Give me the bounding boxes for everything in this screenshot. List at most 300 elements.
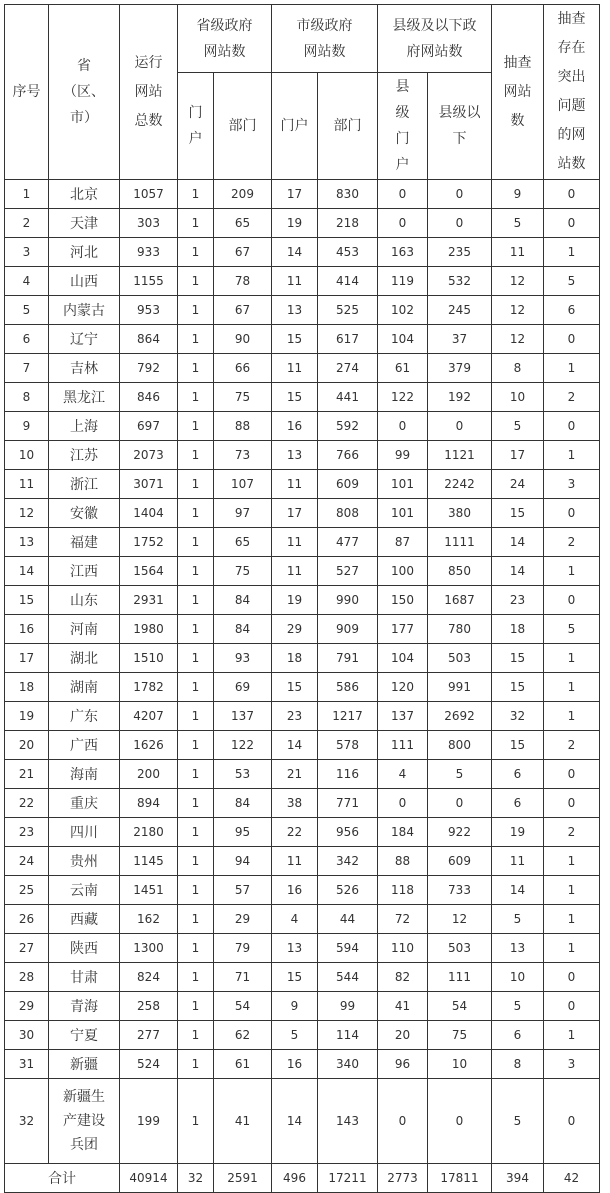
cell-sampled: 23 [492,586,544,615]
cell-city-portal: 16 [272,1050,318,1079]
cell-below-county: 780 [428,615,492,644]
cell-prov-portal: 1 [178,296,214,325]
cell-problem: 1 [544,847,600,876]
cell-problem: 0 [544,963,600,992]
cell-city-dept: 609 [318,470,378,499]
cell-county-portal: 150 [378,586,428,615]
cell-county-portal: 102 [378,296,428,325]
table-row [5,818,600,847]
cell-city-dept: 990 [318,586,378,615]
table-row [5,441,600,470]
cell-seq: 24 [5,847,49,876]
cell-province: 甘肃 [49,963,120,992]
cell-problem: 2 [544,818,600,847]
cell-sampled: 13 [492,934,544,963]
cell-city-dept: 830 [318,180,378,209]
cell-province: 青海 [49,992,120,1021]
table-row [5,760,600,789]
cell-below-county: 245 [428,296,492,325]
cell-province: 广西 [49,731,120,760]
cell-problem: 0 [544,209,600,238]
cell-seq: 28 [5,963,49,992]
header-problem [544,5,600,180]
cell-total: 199 [120,1079,178,1164]
cell-prov-dept: 94 [214,847,272,876]
cell-below-county: 0 [428,789,492,818]
table-row [5,905,600,934]
cell-total: 3071 [120,470,178,499]
cell-city-portal: 22 [272,818,318,847]
cell-province: 浙江 [49,470,120,499]
cell-city-portal: 38 [272,789,318,818]
cell-seq: 10 [5,441,49,470]
cell-sampled: 12 [492,325,544,354]
cell-county-portal: 163 [378,238,428,267]
cell-prov-portal: 1 [178,934,214,963]
cell-sampled: 14 [492,528,544,557]
cell-sampled: 24 [492,470,544,499]
cell-prov-dept: 61 [214,1050,272,1079]
cell-sampled: 15 [492,731,544,760]
cell-total: 846 [120,383,178,412]
cell-seq: 16 [5,615,49,644]
cell-city-portal: 18 [272,644,318,673]
cell-city-dept: 808 [318,499,378,528]
cell-below-county: 0 [428,209,492,238]
cell-seq: 2 [5,209,49,238]
cell-seq: 15 [5,586,49,615]
cell-problem: 2 [544,731,600,760]
totals-label: 合计 [5,1164,120,1193]
table-row [5,267,600,296]
cell-sampled: 15 [492,673,544,702]
cell-province: 重庆 [49,789,120,818]
cell-seq: 26 [5,905,49,934]
table-row [5,702,600,731]
table-row [5,673,600,702]
cell-province: 安徽 [49,499,120,528]
cell-prov-portal: 1 [178,499,214,528]
cell-total: 1057 [120,180,178,209]
cell-prov-dept: 75 [214,557,272,586]
cell-problem: 1 [544,876,600,905]
cell-below-county: 37 [428,325,492,354]
cell-total: 1782 [120,673,178,702]
cell-province: 新疆生产建设兵团 [49,1079,120,1164]
cell-prov-portal: 1 [178,180,214,209]
cell-seq: 30 [5,1021,49,1050]
cell-city-dept: 578 [318,731,378,760]
cell-county-portal: 88 [378,847,428,876]
cell-prov-dept: 57 [214,876,272,905]
cell-problem: 6 [544,296,600,325]
cell-below-county: 800 [428,731,492,760]
cell-problem: 0 [544,1079,600,1164]
cell-problem: 3 [544,1050,600,1079]
table-row [5,934,600,963]
table-row [5,731,600,760]
cell-province: 内蒙古 [49,296,120,325]
cell-seq: 6 [5,325,49,354]
cell-below-county: 380 [428,499,492,528]
cell-prov-dept: 67 [214,296,272,325]
cell-city-portal: 19 [272,586,318,615]
website-statistics-table [4,4,600,1193]
table-row [5,1050,600,1079]
cell-below-county: 379 [428,354,492,383]
cell-city-dept: 453 [318,238,378,267]
cell-city-dept: 274 [318,354,378,383]
cell-prov-dept: 84 [214,789,272,818]
totals-prov-portal: 32 [178,1164,214,1193]
cell-prov-portal: 1 [178,673,214,702]
cell-city-portal: 11 [272,847,318,876]
cell-problem: 2 [544,528,600,557]
cell-total: 864 [120,325,178,354]
cell-prov-portal: 1 [178,209,214,238]
cell-prov-dept: 69 [214,673,272,702]
header-city-gov [272,5,378,73]
cell-county-portal: 96 [378,1050,428,1079]
table-header [5,5,600,180]
cell-seq: 3 [5,238,49,267]
cell-sampled: 10 [492,383,544,412]
cell-prov-dept: 54 [214,992,272,1021]
table-body [5,180,600,1164]
table-row [5,180,600,209]
cell-below-county: 1111 [428,528,492,557]
cell-prov-portal: 1 [178,267,214,296]
cell-city-portal: 14 [272,238,318,267]
cell-total: 1451 [120,876,178,905]
cell-city-dept: 909 [318,615,378,644]
totals-total: 40914 [120,1164,178,1193]
cell-problem: 1 [544,644,600,673]
cell-city-portal: 17 [272,499,318,528]
cell-prov-dept: 107 [214,470,272,499]
cell-total: 1626 [120,731,178,760]
cell-prov-portal: 1 [178,528,214,557]
cell-sampled: 6 [492,760,544,789]
cell-city-portal: 16 [272,876,318,905]
cell-prov-dept: 88 [214,412,272,441]
cell-total: 1404 [120,499,178,528]
cell-city-portal: 11 [272,354,318,383]
cell-total: 2931 [120,586,178,615]
cell-province: 四川 [49,818,120,847]
cell-seq: 13 [5,528,49,557]
cell-below-county: 12 [428,905,492,934]
cell-sampled: 19 [492,818,544,847]
cell-total: 303 [120,209,178,238]
cell-province: 河南 [49,615,120,644]
totals-county-portal: 2773 [378,1164,428,1193]
cell-prov-portal: 1 [178,818,214,847]
cell-province: 陕西 [49,934,120,963]
cell-total: 162 [120,905,178,934]
table-row [5,383,600,412]
cell-province: 宁夏 [49,1021,120,1050]
cell-county-portal: 0 [378,180,428,209]
header-prov-portal [178,73,214,180]
cell-prov-portal: 1 [178,905,214,934]
cell-below-county: 10 [428,1050,492,1079]
cell-city-dept: 477 [318,528,378,557]
cell-sampled: 32 [492,702,544,731]
cell-city-dept: 44 [318,905,378,934]
cell-prov-dept: 29 [214,905,272,934]
totals-city-portal: 496 [272,1164,318,1193]
cell-province: 江西 [49,557,120,586]
cell-total: 697 [120,412,178,441]
cell-below-county: 922 [428,818,492,847]
cell-county-portal: 82 [378,963,428,992]
cell-problem: 1 [544,354,600,383]
cell-county-portal: 61 [378,354,428,383]
cell-sampled: 5 [492,412,544,441]
totals-city-dept: 17211 [318,1164,378,1193]
cell-prov-portal: 1 [178,557,214,586]
table-row [5,963,600,992]
cell-prov-portal: 1 [178,702,214,731]
table-row [5,412,600,441]
cell-sampled: 9 [492,180,544,209]
cell-below-county: 235 [428,238,492,267]
cell-prov-dept: 71 [214,963,272,992]
cell-province: 吉林 [49,354,120,383]
header-total [120,5,178,180]
cell-below-county: 75 [428,1021,492,1050]
cell-county-portal: 120 [378,673,428,702]
cell-below-county: 991 [428,673,492,702]
cell-total: 1510 [120,644,178,673]
cell-county-portal: 177 [378,615,428,644]
cell-city-dept: 143 [318,1079,378,1164]
cell-county-portal: 122 [378,383,428,412]
cell-total: 277 [120,1021,178,1050]
cell-prov-portal: 1 [178,383,214,412]
header-problem-label: 抽查存在突出问题的网站数 [557,11,586,172]
cell-city-portal: 13 [272,441,318,470]
cell-county-portal: 72 [378,905,428,934]
cell-city-dept: 592 [318,412,378,441]
cell-prov-portal: 1 [178,644,214,673]
cell-total: 4207 [120,702,178,731]
cell-county-portal: 111 [378,731,428,760]
cell-seq: 5 [5,296,49,325]
header-prov-gov-label: 省级政府网站数 [196,17,253,60]
cell-problem: 5 [544,615,600,644]
header-sampled-label: 抽查网站数 [503,54,532,129]
header-seq [5,5,49,180]
cell-problem: 5 [544,267,600,296]
cell-seq: 8 [5,383,49,412]
table-row [5,615,600,644]
cell-city-portal: 5 [272,1021,318,1050]
cell-city-dept: 956 [318,818,378,847]
cell-city-portal: 15 [272,963,318,992]
cell-city-portal: 15 [272,673,318,702]
table-row [5,586,600,615]
cell-prov-portal: 1 [178,992,214,1021]
cell-sampled: 5 [492,992,544,1021]
cell-county-portal: 137 [378,702,428,731]
cell-prov-dept: 62 [214,1021,272,1050]
cell-sampled: 15 [492,499,544,528]
cell-province: 天津 [49,209,120,238]
header-sampled [492,5,544,180]
cell-prov-portal: 1 [178,847,214,876]
cell-total: 1145 [120,847,178,876]
table-row [5,992,600,1021]
cell-city-portal: 16 [272,412,318,441]
header-county-portal [378,73,428,180]
cell-prov-dept: 41 [214,1079,272,1164]
cell-city-dept: 526 [318,876,378,905]
cell-sampled: 17 [492,441,544,470]
cell-city-dept: 617 [318,325,378,354]
cell-county-portal: 87 [378,528,428,557]
totals-sampled: 394 [492,1164,544,1193]
cell-province: 河北 [49,238,120,267]
cell-city-dept: 771 [318,789,378,818]
cell-city-portal: 13 [272,934,318,963]
cell-below-county: 532 [428,267,492,296]
cell-county-portal: 100 [378,557,428,586]
cell-total: 894 [120,789,178,818]
cell-seq: 19 [5,702,49,731]
cell-problem: 0 [544,586,600,615]
cell-prov-portal: 1 [178,1079,214,1164]
cell-problem: 1 [544,238,600,267]
cell-prov-dept: 84 [214,586,272,615]
cell-problem: 1 [544,1021,600,1050]
cell-prov-portal: 1 [178,238,214,267]
cell-below-county: 2242 [428,470,492,499]
cell-province: 辽宁 [49,325,120,354]
cell-county-portal: 41 [378,992,428,1021]
cell-province: 山西 [49,267,120,296]
cell-county-portal: 0 [378,1079,428,1164]
cell-prov-dept: 97 [214,499,272,528]
header-prov-dept-label: 部门 [228,118,257,135]
cell-seq: 23 [5,818,49,847]
table-row [5,557,600,586]
cell-prov-portal: 1 [178,615,214,644]
cell-prov-dept: 79 [214,934,272,963]
cell-prov-portal: 1 [178,963,214,992]
header-county-portal-label: 县级门户 [395,79,410,174]
cell-county-portal: 101 [378,499,428,528]
cell-below-county: 2692 [428,702,492,731]
cell-sampled: 5 [492,905,544,934]
cell-prov-dept: 137 [214,702,272,731]
cell-seq: 32 [5,1079,49,1164]
cell-city-dept: 114 [318,1021,378,1050]
cell-county-portal: 118 [378,876,428,905]
table-row [5,876,600,905]
header-county-gov [378,5,492,73]
cell-city-portal: 11 [272,528,318,557]
cell-prov-dept: 95 [214,818,272,847]
cell-county-portal: 0 [378,209,428,238]
cell-province: 广东 [49,702,120,731]
cell-seq: 21 [5,760,49,789]
cell-problem: 1 [544,557,600,586]
cell-province: 黑龙江 [49,383,120,412]
cell-prov-portal: 1 [178,412,214,441]
cell-total: 200 [120,760,178,789]
cell-total: 1300 [120,934,178,963]
table-row [5,1021,600,1050]
cell-sampled: 15 [492,644,544,673]
cell-city-dept: 791 [318,644,378,673]
cell-sampled: 10 [492,963,544,992]
cell-problem: 0 [544,760,600,789]
cell-province: 福建 [49,528,120,557]
table-row [5,499,600,528]
cell-city-portal: 23 [272,702,318,731]
totals-problem: 42 [544,1164,600,1193]
cell-city-portal: 9 [272,992,318,1021]
cell-problem: 1 [544,702,600,731]
table-row [5,238,600,267]
cell-total: 1155 [120,267,178,296]
cell-sampled: 14 [492,876,544,905]
cell-city-dept: 116 [318,760,378,789]
cell-prov-portal: 1 [178,760,214,789]
cell-city-portal: 29 [272,615,318,644]
cell-below-county: 1687 [428,586,492,615]
cell-county-portal: 4 [378,760,428,789]
header-county-gov-label: 县级及以下政府网站数 [392,17,477,60]
cell-city-dept: 342 [318,847,378,876]
cell-seq: 29 [5,992,49,1021]
header-city-dept [318,73,378,180]
cell-seq: 27 [5,934,49,963]
cell-seq: 1 [5,180,49,209]
cell-province: 西藏 [49,905,120,934]
cell-sampled: 8 [492,354,544,383]
cell-sampled: 18 [492,615,544,644]
cell-problem: 1 [544,441,600,470]
cell-below-county: 733 [428,876,492,905]
header-city-portal [272,73,318,180]
cell-prov-portal: 1 [178,1021,214,1050]
cell-seq: 18 [5,673,49,702]
cell-seq: 9 [5,412,49,441]
cell-below-county: 1121 [428,441,492,470]
header-seq-label: 序号 [12,84,41,100]
cell-below-county: 5 [428,760,492,789]
cell-county-portal: 119 [378,267,428,296]
cell-below-county: 192 [428,383,492,412]
header-city-gov-label: 市级政府网站数 [296,17,353,60]
cell-problem: 1 [544,673,600,702]
cell-below-county: 54 [428,992,492,1021]
cell-prov-portal: 1 [178,325,214,354]
cell-below-county: 0 [428,1079,492,1164]
cell-below-county: 503 [428,934,492,963]
cell-city-dept: 586 [318,673,378,702]
cell-city-dept: 525 [318,296,378,325]
cell-city-dept: 766 [318,441,378,470]
header-city-dept-label: 部门 [333,118,362,135]
cell-total: 824 [120,963,178,992]
cell-total: 2180 [120,818,178,847]
cell-total: 1752 [120,528,178,557]
table-row [5,847,600,876]
